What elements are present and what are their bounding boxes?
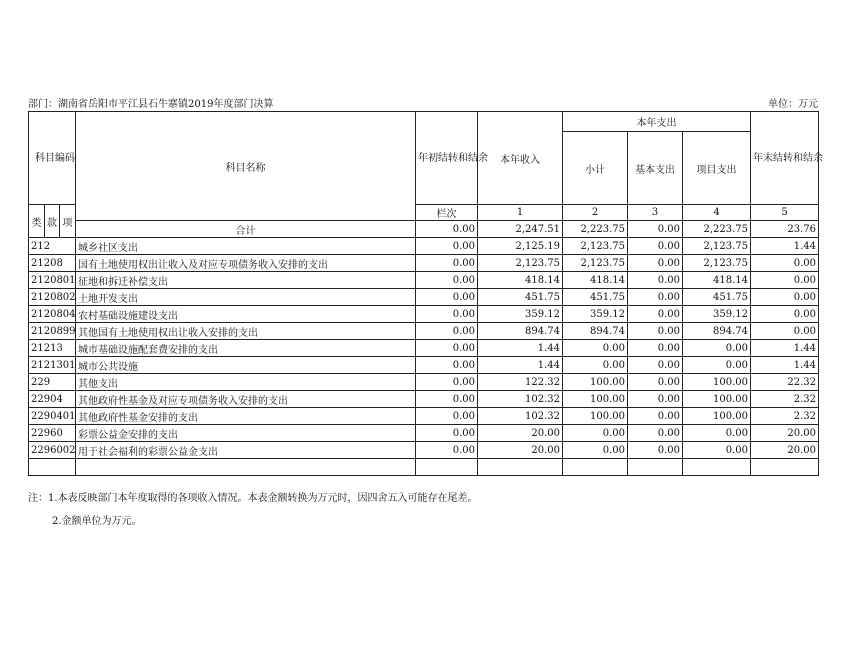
total-value-3: 2,223.75 (563, 221, 628, 238)
value-col-2: 20.00 (478, 425, 563, 442)
subject-name: 其他政府性基金安排的支出 (76, 408, 416, 425)
value-col-5: 100.00 (683, 391, 751, 408)
value-col-1: 0.00 (416, 340, 478, 357)
note-line-2: 2.金额单位为万元。 (52, 516, 142, 527)
value-col-1: 0.00 (416, 272, 478, 289)
value-col-5: 100.00 (683, 408, 751, 425)
value-col-3: 0.00 (563, 442, 628, 459)
total-value-4: 0.00 (628, 221, 683, 238)
blank-cell (478, 459, 563, 476)
value-col-1: 0.00 (416, 425, 478, 442)
value-col-4: 0.00 (628, 408, 683, 425)
value-col-4: 0.00 (628, 425, 683, 442)
value-col-5: 2,123.75 (683, 238, 751, 255)
header-income: 本年收入 (478, 112, 563, 205)
subject-code: 2121301 (29, 357, 76, 374)
value-col-5: 451.75 (683, 289, 751, 306)
total-label: 合计 (76, 221, 416, 238)
value-col-3: 359.12 (563, 306, 628, 323)
table-row (29, 255, 819, 272)
value-col-2: 451.75 (478, 289, 563, 306)
col-num-2: 2 (563, 205, 628, 221)
department-title: 部门：湖南省岳阳市平江县石牛寨镇2019年度部门决算 (28, 99, 274, 110)
value-col-3: 2,123.75 (563, 255, 628, 272)
table-row (29, 408, 819, 425)
table-body (29, 238, 819, 476)
value-col-4: 0.00 (628, 391, 683, 408)
header-subtotal: 小计 (563, 132, 628, 205)
value-col-6: 2.32 (751, 391, 819, 408)
col-num-3: 3 (628, 205, 683, 221)
value-col-1: 0.00 (416, 391, 478, 408)
subject-code: 21213 (29, 340, 76, 357)
value-col-1: 0.00 (416, 255, 478, 272)
value-col-5: 359.12 (683, 306, 751, 323)
col-num-4: 4 (683, 205, 751, 221)
table-row (29, 306, 819, 323)
table-row (29, 357, 819, 374)
value-col-1: 0.00 (416, 238, 478, 255)
subject-code: 2296002 (29, 442, 76, 459)
subject-code: 22960 (29, 425, 76, 442)
subject-name: 城乡社区支出 (76, 238, 416, 255)
value-col-2: 20.00 (478, 442, 563, 459)
blank-code-cell (29, 459, 76, 476)
value-col-3: 0.00 (563, 340, 628, 357)
blank-cell (751, 459, 819, 476)
value-col-6: 0.00 (751, 306, 819, 323)
subject-code: 212 (29, 238, 76, 255)
final-accounts-table (28, 111, 824, 476)
header-project: 项目支出 (683, 132, 751, 205)
subject-name: 其他政府性基金及对应专项债务收入安排的支出 (76, 391, 416, 408)
value-col-5: 2,123.75 (683, 255, 751, 272)
value-col-6: 0.00 (751, 289, 819, 306)
header-end-balance: 年末结转和结余 (751, 112, 819, 205)
blank-cell (683, 459, 751, 476)
value-col-4: 0.00 (628, 374, 683, 391)
value-col-4: 0.00 (628, 238, 683, 255)
report-header (28, 98, 818, 112)
header-begin-balance: 年初结转和结余 (416, 112, 478, 205)
value-col-6: 0.00 (751, 255, 819, 272)
table-row (29, 391, 819, 408)
value-col-1: 0.00 (416, 357, 478, 374)
value-col-3: 894.74 (563, 323, 628, 340)
header-xiang: 项 (60, 205, 76, 238)
value-col-5: 100.00 (683, 374, 751, 391)
total-value-6: 23.76 (751, 221, 819, 238)
subject-code: 2120802 (29, 289, 76, 306)
value-col-2: 418.14 (478, 272, 563, 289)
value-col-2: 894.74 (478, 323, 563, 340)
value-col-2: 122.32 (478, 374, 563, 391)
value-col-5: 0.00 (683, 442, 751, 459)
subject-name: 农村基础设施建设支出 (76, 306, 416, 323)
subject-name: 征地和拆迁补偿支出 (76, 272, 416, 289)
value-col-5: 418.14 (683, 272, 751, 289)
table-row (29, 238, 819, 255)
blank-cell (76, 459, 416, 476)
value-col-6: 2.32 (751, 408, 819, 425)
value-col-6: 0.00 (751, 323, 819, 340)
header-lanci: 栏次 (416, 205, 478, 221)
subject-name: 城市公共设施 (76, 357, 416, 374)
value-col-1: 0.00 (416, 323, 478, 340)
value-col-6: 1.44 (751, 340, 819, 357)
value-col-3: 0.00 (563, 425, 628, 442)
col-num-1: 1 (478, 205, 563, 221)
subject-name: 城市基础设施配套费安排的支出 (76, 340, 416, 357)
total-value-2: 2,247.51 (478, 221, 563, 238)
table-row (29, 374, 819, 391)
blank-cell (628, 459, 683, 476)
table-row (29, 272, 819, 289)
value-col-3: 2,123.75 (563, 238, 628, 255)
value-col-3: 451.75 (563, 289, 628, 306)
unit-label: 单位：万元 (768, 99, 818, 110)
value-col-2: 102.32 (478, 408, 563, 425)
value-col-1: 0.00 (416, 442, 478, 459)
subject-code: 21208 (29, 255, 76, 272)
value-col-1: 0.00 (416, 408, 478, 425)
value-col-2: 359.12 (478, 306, 563, 323)
total-value-5: 2,223.75 (683, 221, 751, 238)
value-col-1: 0.00 (416, 306, 478, 323)
value-col-4: 0.00 (628, 306, 683, 323)
header-code-group: 科目编码 (29, 112, 76, 205)
value-col-1: 0.00 (416, 374, 478, 391)
subject-name: 其他支出 (76, 374, 416, 391)
header-basic: 基本支出 (628, 132, 683, 205)
value-col-5: 0.00 (683, 340, 751, 357)
value-col-1: 0.00 (416, 289, 478, 306)
value-col-4: 0.00 (628, 442, 683, 459)
value-col-3: 418.14 (563, 272, 628, 289)
value-col-6: 20.00 (751, 442, 819, 459)
value-col-4: 0.00 (628, 255, 683, 272)
value-col-2: 102.32 (478, 391, 563, 408)
value-col-3: 100.00 (563, 408, 628, 425)
table-row (29, 340, 819, 357)
blank-row (29, 459, 819, 476)
header-subject-name: 科目名称 (76, 112, 416, 221)
subject-code: 229 (29, 374, 76, 391)
subject-name: 国有土地使用权出让收入及对应专项债务收入安排的支出 (76, 255, 416, 272)
col-num-5: 5 (751, 205, 819, 221)
subject-name: 彩票公益金安排的支出 (76, 425, 416, 442)
blank-cell (416, 459, 478, 476)
blank-cell (563, 459, 628, 476)
value-col-4: 0.00 (628, 289, 683, 306)
table-header (29, 112, 824, 238)
note-line-1: 注：1.本表反映部门本年度取得的各项收入情况。本表金额转换为万元时，因四舍五入可能存在尾差。 (28, 493, 478, 504)
table-row (29, 323, 819, 340)
value-col-3: 100.00 (563, 374, 628, 391)
subject-name: 用于社会福利的彩票公益金支出 (76, 442, 416, 459)
subject-code: 2120801 (29, 272, 76, 289)
header-kuan: 款 (45, 205, 60, 238)
subject-name: 土地开发支出 (76, 289, 416, 306)
subject-code: 2120804 (29, 306, 76, 323)
value-col-6: 1.44 (751, 357, 819, 374)
value-col-4: 0.00 (628, 272, 683, 289)
table-row (29, 425, 819, 442)
table-row (29, 289, 819, 306)
subject-code: 2120899 (29, 323, 76, 340)
subject-code: 22904 (29, 391, 76, 408)
value-col-6: 22.32 (751, 374, 819, 391)
header-expend-group: 本年支出 (563, 112, 751, 132)
subject-code: 2290401 (29, 408, 76, 425)
value-col-6: 1.44 (751, 238, 819, 255)
value-col-6: 20.00 (751, 425, 819, 442)
header-lei: 类 (29, 205, 45, 238)
value-col-3: 0.00 (563, 357, 628, 374)
value-col-2: 1.44 (478, 357, 563, 374)
table-row (29, 442, 819, 459)
value-col-6: 0.00 (751, 272, 819, 289)
value-col-3: 100.00 (563, 391, 628, 408)
value-col-2: 2,123.75 (478, 255, 563, 272)
value-col-2: 1.44 (478, 340, 563, 357)
value-col-4: 0.00 (628, 340, 683, 357)
value-col-2: 2,125.19 (478, 238, 563, 255)
value-col-5: 894.74 (683, 323, 751, 340)
value-col-4: 0.00 (628, 323, 683, 340)
total-value-1: 0.00 (416, 221, 478, 238)
total-row (29, 221, 819, 238)
subject-name: 其他国有土地使用权出让收入安排的支出 (76, 323, 416, 340)
value-col-4: 0.00 (628, 357, 683, 374)
value-col-5: 0.00 (683, 357, 751, 374)
value-col-5: 0.00 (683, 425, 751, 442)
